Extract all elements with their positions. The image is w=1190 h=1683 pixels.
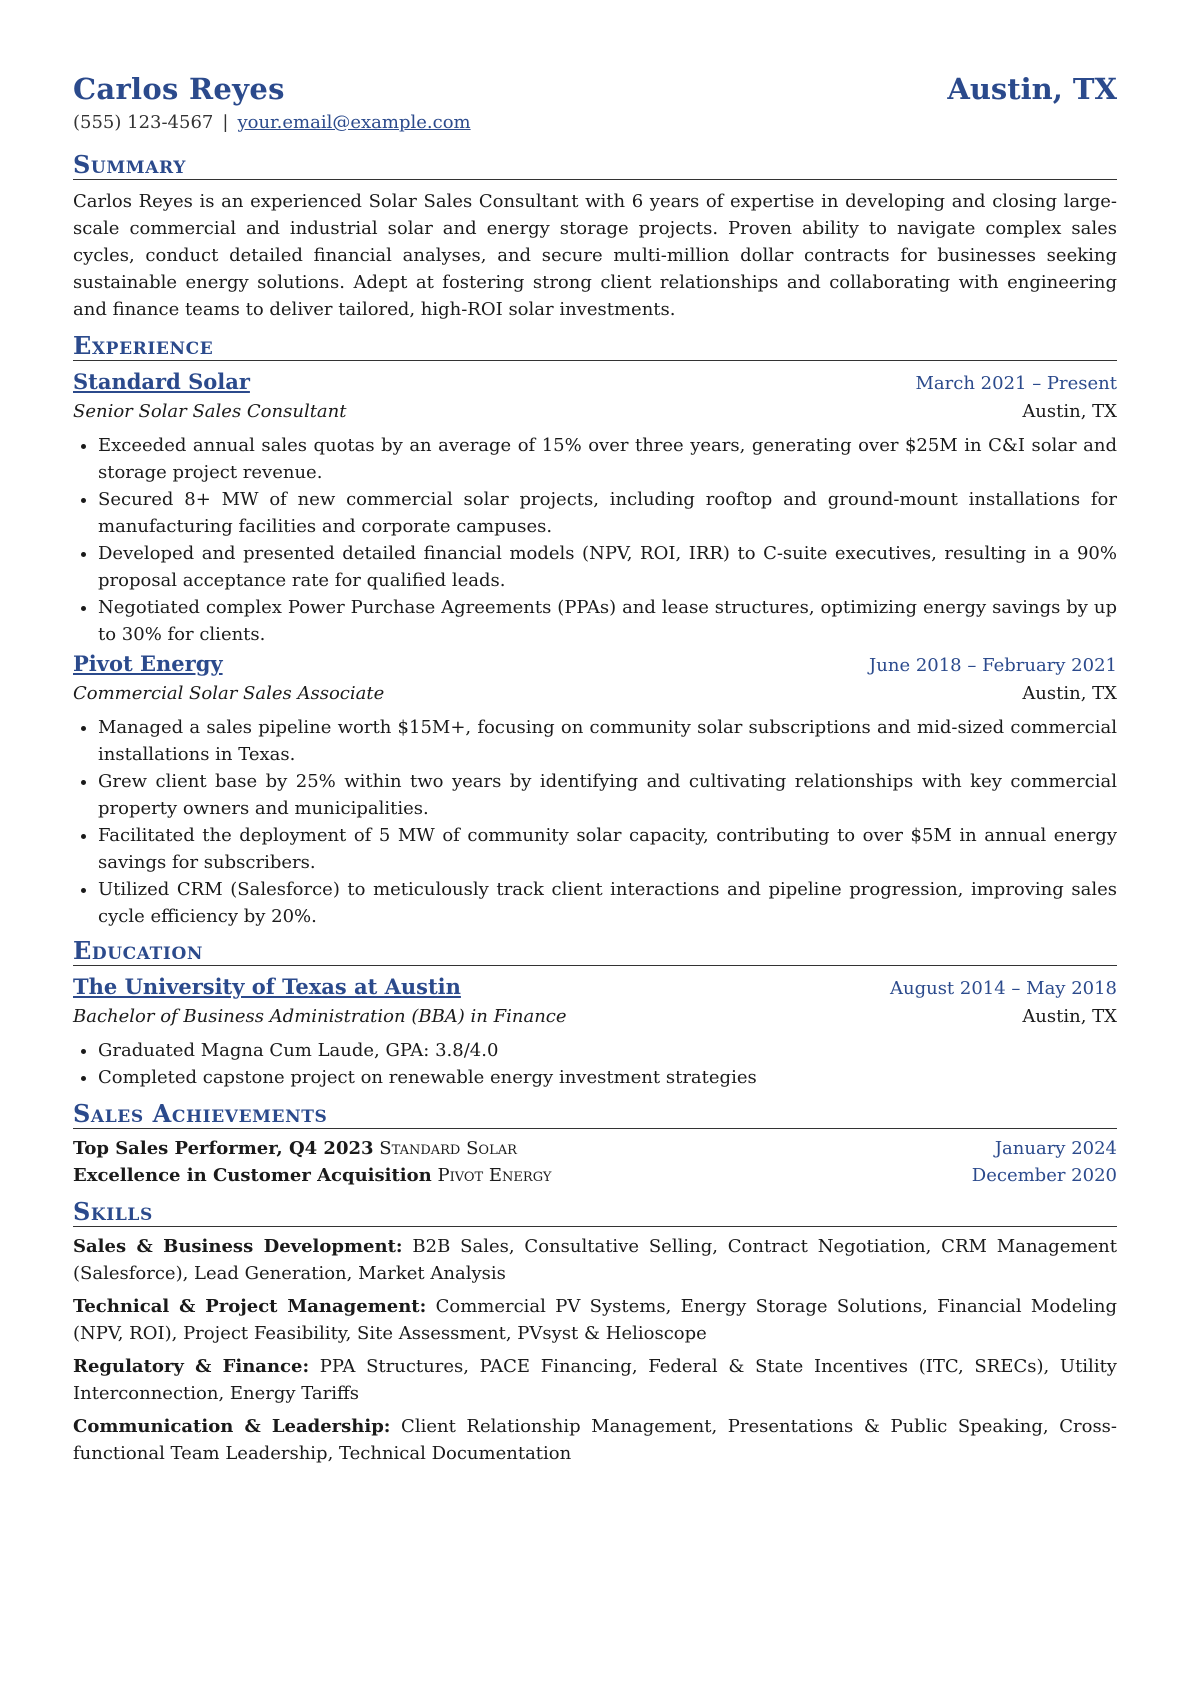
job-title: Senior Solar Sales Consultant <box>73 401 347 422</box>
skill-items: Client Relationship Management, Presentations & Public Speaking, Cross-functional Team Leadership, Technical Documentation <box>73 1416 1117 1464</box>
education-dates: August 2014 – May 2018 <box>889 978 1117 999</box>
skill-group <box>73 1353 1117 1407</box>
skill-category: Sales & Business Development: <box>73 1236 403 1257</box>
degree: Bachelor of Business Administration (BBA) in Finance <box>73 1006 567 1027</box>
list-item: • Graduated Magna Cum Laude, GPA: 3.8/4.0 <box>98 1037 1117 1064</box>
skills-list <box>73 1233 1117 1467</box>
achievement-row <box>73 1135 1117 1162</box>
contact-separator: | <box>222 112 229 133</box>
company-name[interactable]: Pivot Energy <box>73 651 223 676</box>
list-item: • Developed and presented detailed financial models (NPV, ROI, IRR) to C-suite executives, resulting in a 90% proposal acceptance rate for qualified leads. <box>98 540 1117 594</box>
skill-group <box>73 1293 1117 1347</box>
award-title: Top Sales Performer, Q4 2023 <box>73 1138 374 1159</box>
skill-items: PPA Structures, PACE Financing, Federal & State Incentives (ITC, SRECs), Utility Interconnection, Energy Tariffs <box>73 1356 1117 1404</box>
job-location: Austin, TX <box>1022 401 1117 422</box>
phone-number: (555) 123-4567 <box>73 112 214 133</box>
list-item: • Negotiated complex Power Purchase Agreements (PPAs) and lease structures, optimizing energy savings by up to 30% for clients. <box>98 594 1117 648</box>
education-entry <box>73 972 1117 1091</box>
list-item: • Grew client base by 25% within two years by identifying and cultivating relationships with key commercial property owners and municipalities. <box>98 768 1117 822</box>
contact-line <box>73 112 1117 133</box>
section-title-experience: Experience <box>73 332 1117 361</box>
achievement-row <box>73 1162 1117 1189</box>
skill-group <box>73 1413 1117 1467</box>
summary-text: Carlos Reyes is an experienced Solar Sales Consultant with 6 years of expertise in developing and closing large-scale commercial and industrial solar and energy storage projects. Proven ability to navigate complex sales cycles, conduct detailed financial analyses, and secure multi-million dollar contracts for businesses seeking sustainable energy solutions. Adept at fostering strong client relationships and collaborating with engineering and finance teams to deliver tailored, high-ROI solar investments. <box>73 191 1117 320</box>
school-name[interactable]: The University of Texas at Austin <box>73 974 461 999</box>
education-list <box>73 1037 1117 1091</box>
experience-entry <box>73 649 1117 930</box>
section-title-education: Education <box>73 937 1117 966</box>
skill-category: Technical & Project Management: <box>73 1296 427 1317</box>
skill-items: B2B Sales, Consultative Selling, Contract Negotiation, CRM Management (Salesforce), Lead Generation, Market Analysis <box>73 1236 1117 1284</box>
award-org: Standard Solar <box>379 1138 517 1159</box>
achievements-list <box>73 1135 1117 1189</box>
award-org: Pivot Energy <box>437 1165 552 1186</box>
company-name[interactable]: Standard Solar <box>73 369 250 394</box>
list-item: • Utilized CRM (Salesforce) to meticulously track client interactions and pipeline progression, improving sales cycle efficiency by 20%. <box>98 876 1117 930</box>
list-item: • Secured 8+ MW of new commercial solar projects, including rooftop and ground-mount installations for manufacturing facilities and corporate campuses. <box>98 486 1117 540</box>
email-link[interactable]: your.email@example.com <box>237 112 471 133</box>
employment-dates: March 2021 – Present <box>915 373 1117 394</box>
skill-category: Regulatory & Finance: <box>73 1356 310 1377</box>
job-location: Austin, TX <box>1022 683 1117 704</box>
experience-entry <box>73 367 1117 648</box>
achievement-list <box>73 714 1117 930</box>
award-date: December 2020 <box>971 1165 1117 1186</box>
header-location: Austin, TX <box>947 72 1117 106</box>
section-title-skills: Skills <box>73 1198 1117 1227</box>
list-item: • Exceeded annual sales quotas by an average of 15% over three years, generating over $25M in C&I solar and storage project revenue. <box>98 432 1117 486</box>
section-title-summary: Summary <box>73 151 1117 180</box>
skill-category: Communication & Leadership: <box>73 1416 391 1437</box>
list-item: • Facilitated the deployment of 5 MW of community solar capacity, contributing to over $5M in annual energy savings for subscribers. <box>98 822 1117 876</box>
award-title: Excellence in Customer Acquisition <box>73 1165 432 1186</box>
award-date: January 2024 <box>994 1138 1117 1159</box>
skill-items: Commercial PV Systems, Energy Storage Solutions, Financial Modeling (NPV, ROI), Project Feasibility, Site Assessment, PVsyst & Helioscope <box>73 1296 1117 1344</box>
job-title: Commercial Solar Sales Associate <box>73 683 385 704</box>
skill-group <box>73 1233 1117 1287</box>
resume-header <box>73 62 1117 106</box>
school-location: Austin, TX <box>1022 1006 1117 1027</box>
section-title-achievements: Sales Achievements <box>73 1100 1117 1129</box>
candidate-name: Carlos Reyes <box>73 72 285 106</box>
list-item: • Completed capstone project on renewable energy investment strategies <box>98 1064 1117 1091</box>
employment-dates: June 2018 – February 2021 <box>869 655 1117 676</box>
list-item: • Managed a sales pipeline worth $15M+, focusing on community solar subscriptions and mid-sized commercial installations in Texas. <box>98 714 1117 768</box>
achievement-list <box>73 432 1117 648</box>
